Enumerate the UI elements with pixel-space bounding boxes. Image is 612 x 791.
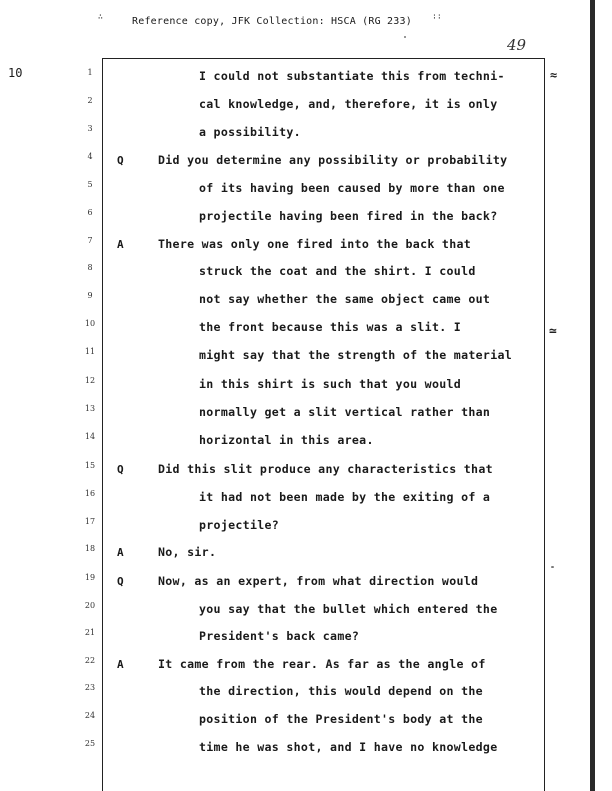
transcript-line: cal knowledge, and, therefore, it is only bbox=[199, 97, 498, 111]
speaker-label: A bbox=[117, 658, 124, 671]
transcript-line: it had not been made by the exiting of a bbox=[199, 490, 491, 504]
transcript-line: in this shirt is such that you would bbox=[199, 377, 462, 391]
transcript-line: struck the coat and the shirt. I could bbox=[199, 264, 476, 278]
scan-mark-right: ≈ bbox=[550, 68, 558, 82]
speaker-label: Q bbox=[117, 575, 124, 588]
line-number: 18 bbox=[84, 544, 96, 553]
line-number: 11 bbox=[84, 347, 96, 356]
line-number: 9 bbox=[87, 291, 93, 300]
transcript-line: President's back came? bbox=[199, 629, 360, 643]
scan-mark-top: ∴ bbox=[98, 12, 103, 21]
line-number: 8 bbox=[87, 263, 93, 272]
transcript-line: Did you determine any possibility or probability bbox=[158, 153, 508, 167]
handwritten-page-number: 49 bbox=[507, 36, 527, 54]
speaker-label: Q bbox=[117, 463, 124, 476]
line-number: 5 bbox=[87, 180, 93, 189]
scan-speck bbox=[404, 36, 406, 38]
line-number: 16 bbox=[84, 489, 96, 498]
line-number: 21 bbox=[84, 628, 96, 637]
line-number: 19 bbox=[84, 573, 96, 582]
transcript-line: might say that the strength of the material bbox=[199, 348, 513, 362]
line-number: 17 bbox=[84, 517, 96, 526]
line-number: 15 bbox=[84, 461, 96, 470]
line-number: 1 bbox=[87, 68, 93, 77]
transcript-line: Now, as an expert, from what direction would bbox=[158, 574, 479, 588]
page-header: Reference copy, JFK Collection: HSCA (RG 233) bbox=[132, 16, 412, 27]
line-number: 2 bbox=[87, 96, 93, 105]
line-number: 25 bbox=[84, 739, 96, 748]
transcript-line: you say that the bullet which entered the bbox=[199, 602, 498, 616]
transcript-line: a possibility. bbox=[199, 125, 301, 139]
transcript-line: position of the President's body at the bbox=[199, 712, 483, 726]
speaker-label: A bbox=[117, 238, 124, 251]
transcript-line: I could not substantiate this from techni- bbox=[199, 69, 505, 83]
line-number: 10 bbox=[84, 319, 96, 328]
scan-speck bbox=[551, 566, 554, 568]
transcript-line: normally get a slit vertical rather than bbox=[199, 405, 491, 419]
scan-mark-mid: ≃ bbox=[549, 324, 557, 339]
line-number: 24 bbox=[84, 711, 96, 720]
scan-right-edge bbox=[590, 0, 595, 791]
transcript-line: No, sir. bbox=[158, 545, 217, 559]
transcript-line: There was only one fired into the back that bbox=[158, 237, 472, 251]
speaker-label: A bbox=[117, 546, 124, 559]
line-number: 14 bbox=[84, 432, 96, 441]
line-number: 13 bbox=[84, 404, 96, 413]
transcript-line: horizontal in this area. bbox=[199, 433, 374, 447]
line-number: 4 bbox=[87, 152, 93, 161]
transcript-line: time he was shot, and I have no knowledge bbox=[199, 740, 498, 754]
side-page-number: 10 bbox=[8, 66, 23, 80]
transcript-line: not say whether the same object came out bbox=[199, 292, 491, 306]
line-number: 6 bbox=[87, 208, 93, 217]
transcript-frame bbox=[102, 58, 545, 791]
transcript-line: Did this slit produce any characteristics that bbox=[158, 462, 493, 476]
transcript-line: the front because this was a slit. I bbox=[199, 320, 462, 334]
line-number: 23 bbox=[84, 683, 96, 692]
transcript-line: It came from the rear. As far as the angle of bbox=[158, 657, 486, 671]
transcript-line: the direction, this would depend on the bbox=[199, 684, 483, 698]
transcript-line: of its having been caused by more than one bbox=[199, 181, 505, 195]
line-number: 20 bbox=[84, 601, 96, 610]
line-number: 12 bbox=[84, 376, 96, 385]
line-number: 3 bbox=[87, 124, 93, 133]
line-number: 7 bbox=[87, 236, 93, 245]
transcript-line: projectile? bbox=[199, 518, 280, 532]
speaker-label: Q bbox=[117, 154, 124, 167]
transcript-line: projectile having been fired in the back? bbox=[199, 209, 498, 223]
scan-mark-top-right: ∶∶ bbox=[432, 12, 442, 21]
line-number: 22 bbox=[84, 656, 96, 665]
